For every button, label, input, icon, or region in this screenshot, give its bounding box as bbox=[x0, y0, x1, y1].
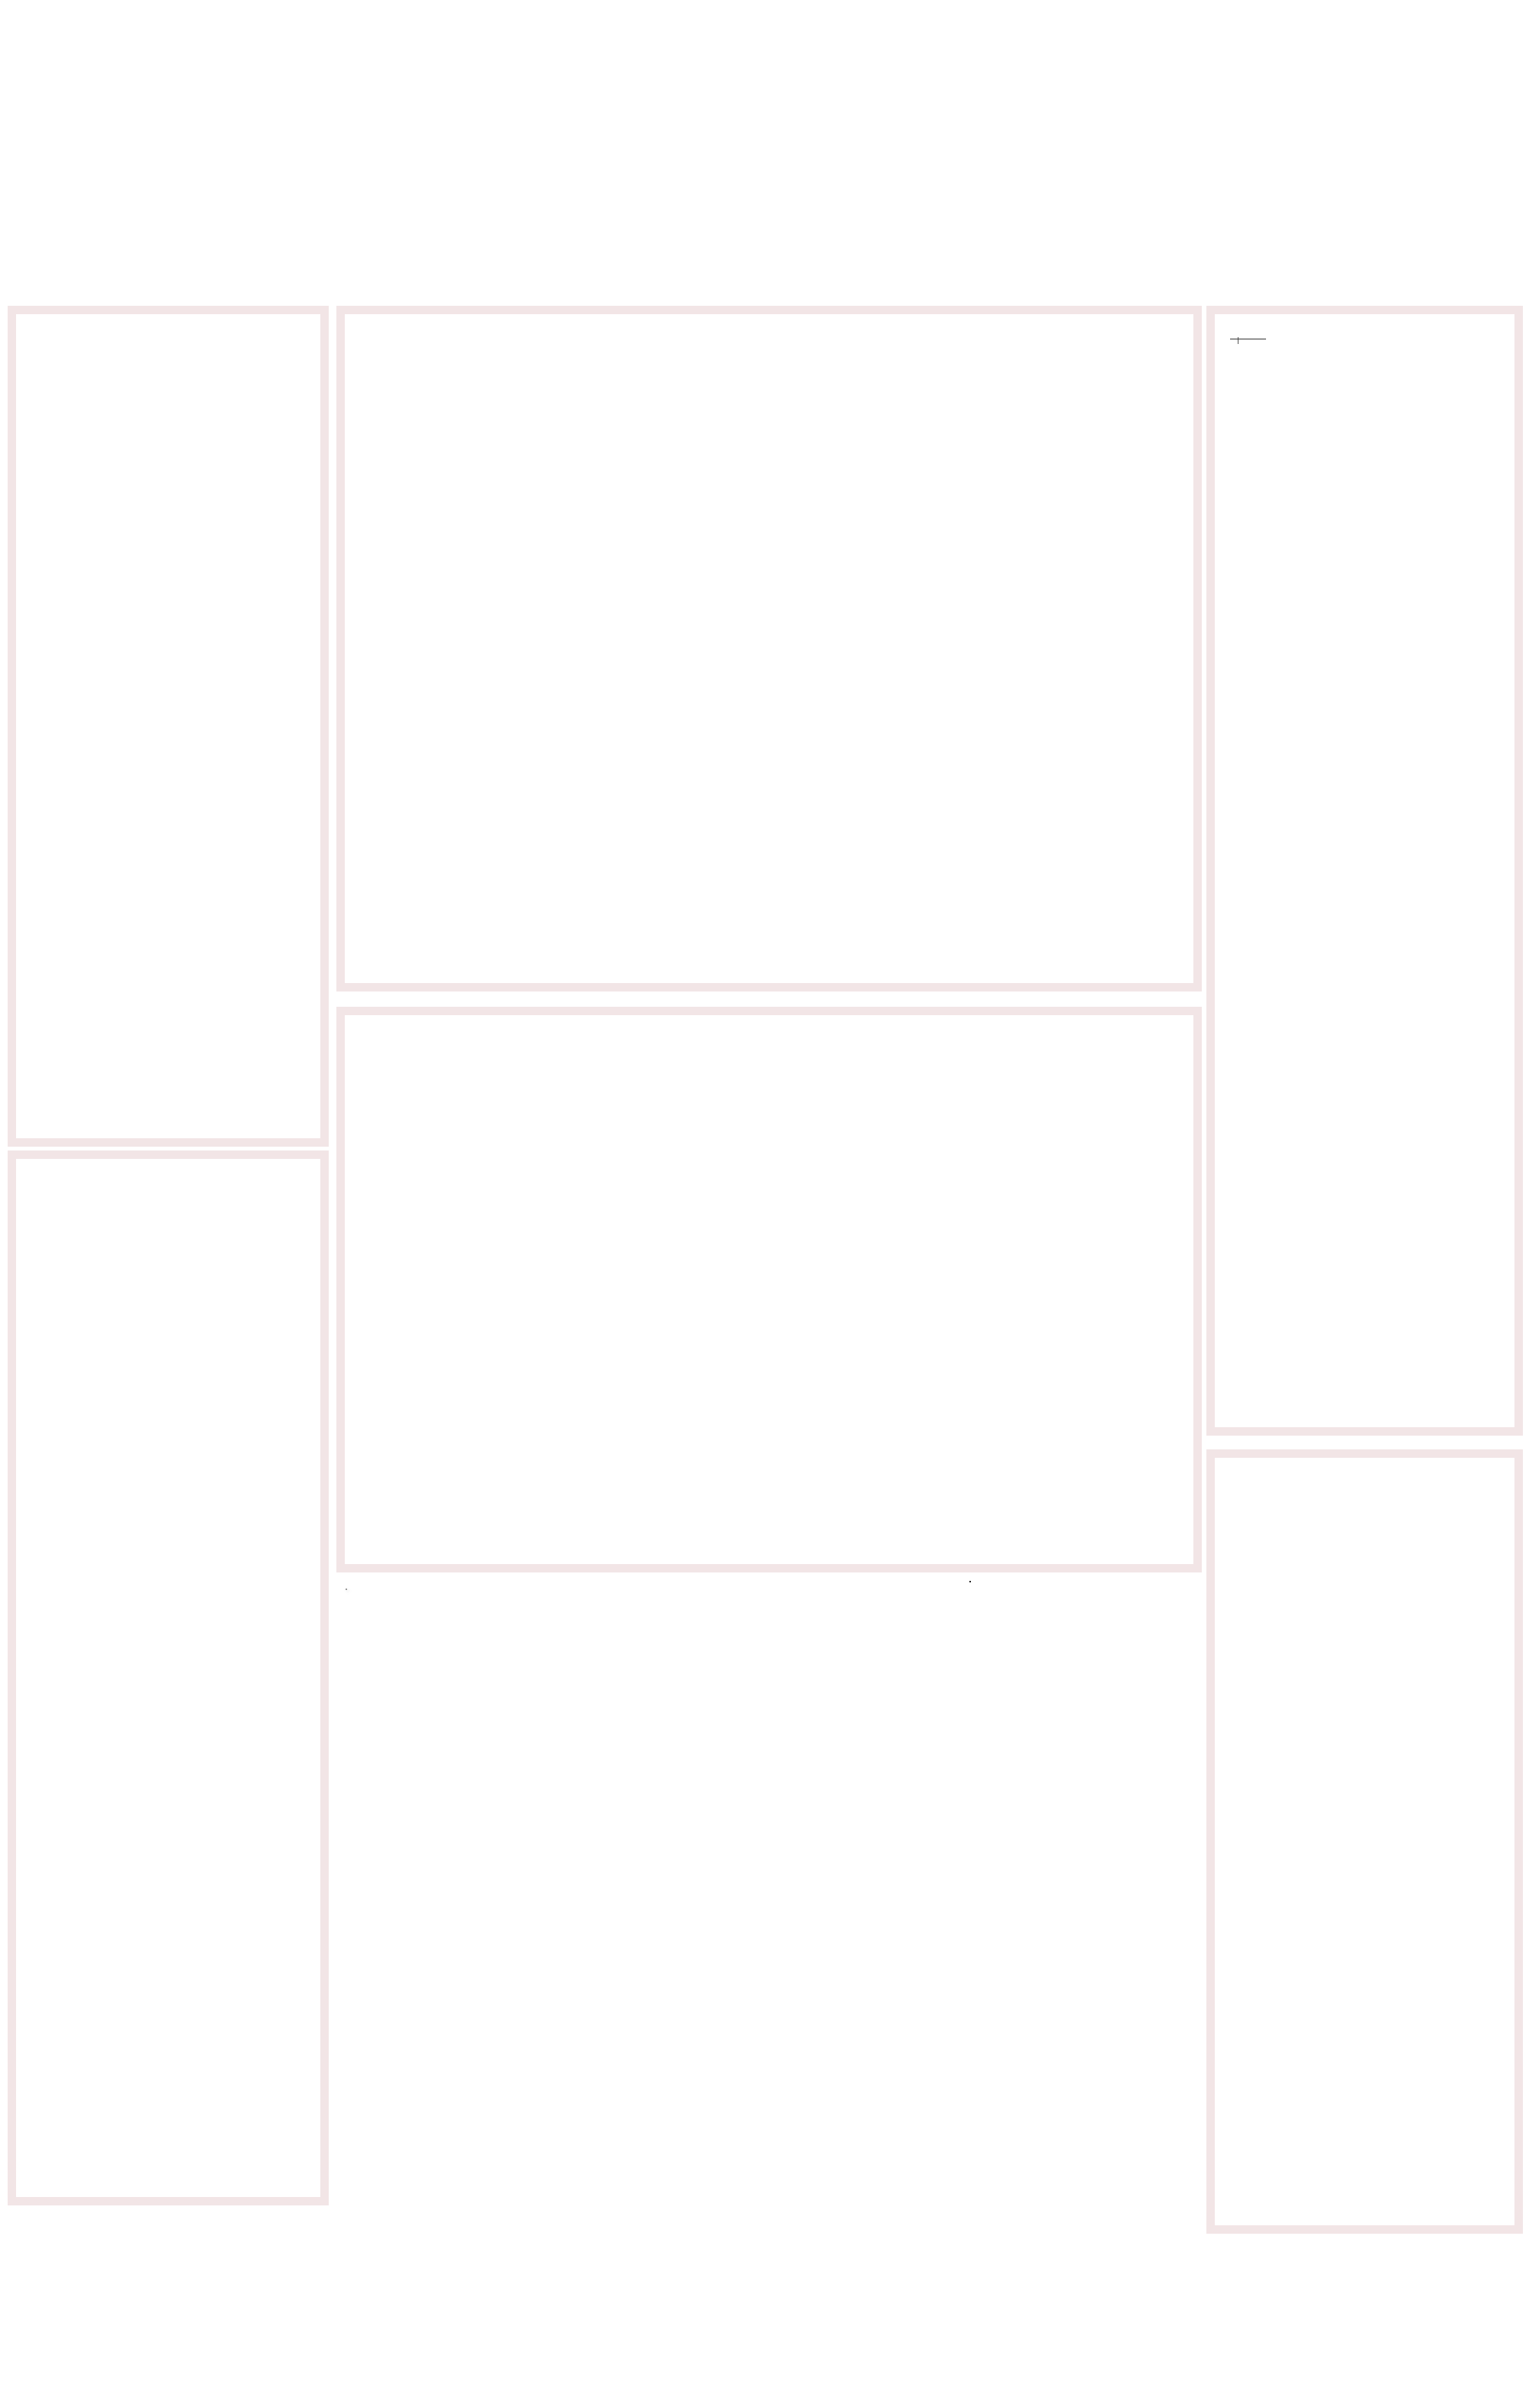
ester-dosage-table bbox=[1230, 337, 1266, 344]
estradiol-esters-chart bbox=[969, 1581, 971, 1582]
cell-dosage bbox=[1238, 342, 1267, 344]
acquiring-meds-panel bbox=[8, 1150, 329, 2205]
cell-ester bbox=[1230, 342, 1238, 344]
table-row bbox=[1230, 342, 1266, 344]
sublingual-estradiol-chart bbox=[346, 1589, 347, 1590]
methods-panel bbox=[1206, 306, 1523, 1436]
estrogen-panel bbox=[336, 1007, 1202, 1572]
blood-tests-panel bbox=[1206, 1449, 1523, 2234]
anti-androgen-panel bbox=[336, 306, 1202, 991]
left-charts-panel bbox=[8, 306, 329, 1147]
